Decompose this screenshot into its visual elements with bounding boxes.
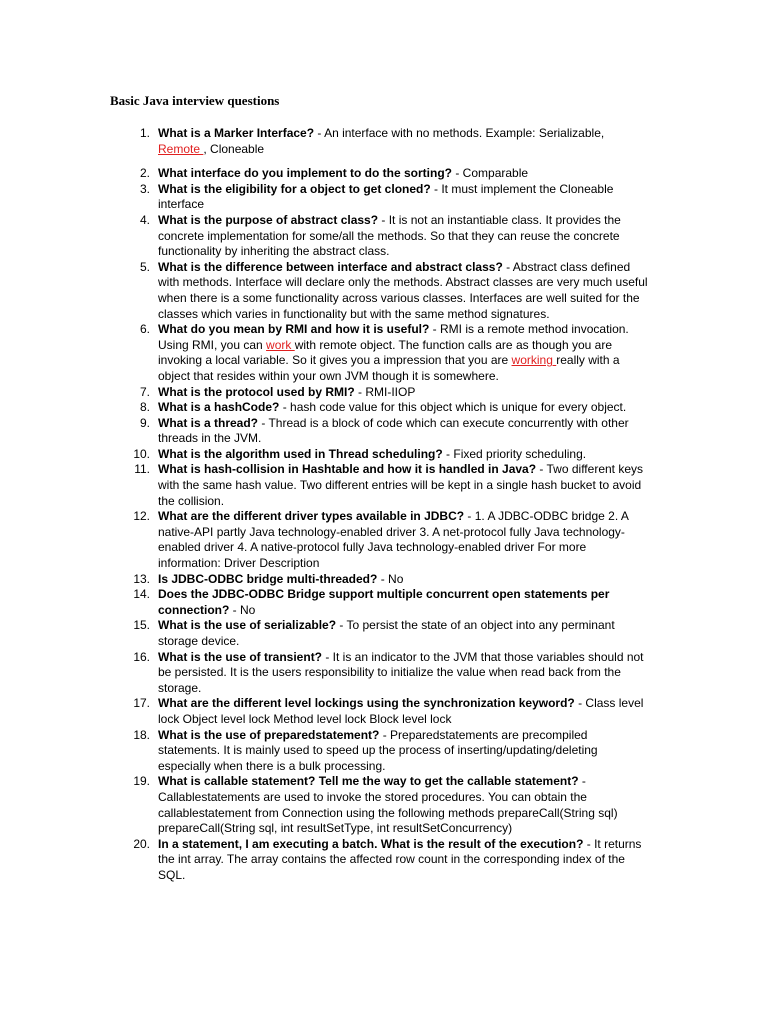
answer-text: , Cloneable [203, 141, 265, 156]
answer-text: - Class level lock Object level lock Method level lock Block level lock [158, 696, 644, 726]
list-item [120, 322, 648, 384]
answer-text: - It must implement the Cloneable interface [158, 181, 614, 212]
working-link[interactable]: working [511, 353, 557, 368]
item-number: 20. [133, 836, 150, 851]
list-item [120, 587, 648, 618]
item-number: 10. [133, 446, 150, 461]
question-text: Is JDBC-ODBC bridge multi-threaded? [158, 571, 378, 586]
answer-text: - hash code value for this object which is unique for every object. [279, 400, 627, 415]
item-number: 18. [133, 727, 150, 742]
list-item [120, 213, 648, 260]
question-text: What is the use of serializable? [158, 618, 337, 633]
question-text: What is the use of transient? [158, 649, 323, 664]
question-text: What is the algorithm used in Thread scheduling? [158, 446, 443, 461]
answer-text: - 1. A JDBC-ODBC bridge 2. A native-API partly Java technology-enabled driver 3. A net-protocol fully Java technology-enabled driver 4. A native-protocol fully Java technology-enabled driver For more information: Driver Description [158, 509, 629, 571]
answer-text: - It returns the int array. The array contains the affected row count in the corresponding index of the SQL. [158, 836, 642, 882]
answer-text: - Abstract class defined with methods. Interface will declare only the methods. Abstract classes are very much useful when there is a some functionality across various classes. Interfaces are well suited for the classes which varies in functionality but with the same method signatures. [158, 259, 648, 321]
item-number: 14. [133, 587, 150, 602]
item-number: 5. [139, 259, 150, 274]
item-number: 8. [139, 400, 150, 415]
item-number: 1. [139, 126, 150, 140]
item-number: 17. [133, 696, 150, 711]
item-number: 9. [139, 415, 150, 430]
answer-text: - No [229, 602, 256, 617]
list-item [120, 509, 648, 571]
list-item [120, 400, 648, 416]
item-number: 13. [133, 571, 150, 586]
answer-text: - Preparedstatements are precompiled statements. It is mainly used to speed up the process of inserting/updating/deleting especially when there is a bulk processing. [158, 727, 598, 773]
answer-text: - It is an indicator to the JVM that those variables should not be persisted. It is the users responsibility to initialize the value when read back from the storage. [158, 649, 644, 695]
answer-text: - Comparable [452, 166, 529, 181]
answer-text: - It is not an instantiable class. It provides the concrete implementation for some/all the methods. So that they can reuse the concrete functionality by inheriting the abstract class. [158, 212, 621, 259]
list-item [120, 696, 648, 727]
question-text: What are the different driver types available in JDBC? [158, 509, 465, 524]
question-text: What is the protocol used by RMI? [158, 384, 355, 399]
question-text: In a statement, I am executing a batch. What is the result of the execution? [158, 836, 584, 851]
list-item [120, 462, 648, 509]
item-number: 6. [139, 322, 150, 337]
list-item [120, 618, 648, 649]
question-text: What is a hashCode? [158, 400, 280, 415]
question-text: What are the different level lockings using the synchronization keyword? [158, 696, 575, 711]
item-number: 7. [139, 384, 150, 399]
list-item [120, 837, 648, 884]
answer-text: - RMI is a remote method invocation. Using RMI, you can [158, 322, 629, 352]
list-item [120, 260, 648, 322]
list-item [120, 728, 648, 775]
item-number: 12. [133, 509, 150, 524]
list-item [120, 774, 648, 836]
item-number: 3. [139, 181, 150, 196]
list-item [120, 182, 648, 213]
answer-text: - Callablestatements are used to invoke the stored procedures. You can obtain the callablestatement from Connection using the following methods prepareCall(String sql) prepareCall(String sql, int resultSetType, int resultSetConcurrency) [158, 774, 618, 836]
item-number: 11. [134, 462, 150, 477]
question-text: What is the purpose of abstract class? [158, 212, 379, 227]
answer-text: - Two different keys with the same hash value. Two different entries will be kept in a single hash bucket to avoid the collision. [158, 462, 644, 508]
answer-text: - To persist the state of an object into any perminant storage device. [158, 618, 615, 648]
question-text: What is the eligibility for a object to get cloned? [158, 181, 431, 196]
question-list [120, 126, 648, 884]
question-text: What is callable statement? Tell me the way to get the callable statement? [158, 774, 579, 789]
item-number: 19. [133, 774, 150, 789]
list-item [120, 385, 648, 401]
answer-text: - No [377, 571, 404, 586]
question-text: What is a thread? [158, 415, 259, 430]
item-number: 15. [133, 618, 150, 633]
remote-link[interactable]: Remote [158, 141, 204, 156]
answer-text: - An interface with no methods. Example: Serializable, [314, 126, 605, 140]
item-number: 16. [133, 649, 150, 664]
list-item [120, 572, 648, 588]
list-item [120, 447, 648, 463]
list-item [120, 650, 648, 697]
answer-text: - RMI-IIOP [354, 384, 416, 399]
question-text: What is hash-collision in Hashtable and how it is handled in Java? [158, 462, 537, 477]
question-text: Does the JDBC-ODBC Bridge support multiple concurrent open statements per connection? [158, 587, 610, 617]
answer-text: - Fixed priority scheduling. [442, 446, 587, 461]
work-link[interactable]: work [266, 337, 295, 352]
item-number: 2. [139, 166, 150, 181]
list-item [120, 166, 648, 182]
answer-text: - Thread is a block of code which can execute concurrently with other threads in the JVM. [158, 415, 629, 446]
question-text: What is the use of preparedstatement? [158, 727, 380, 742]
answer-text: really with a object that resides within your own JVM though it is somewhere. [158, 353, 620, 383]
question-text: What is a Marker Interface? [158, 126, 315, 140]
question-text: What interface do you implement to do the sorting? [158, 166, 453, 181]
answer-text: with remote object. The function calls are as though you are invoking a local variable. So it gives you a impression that you are [158, 337, 613, 368]
item-number: 4. [139, 212, 150, 227]
document-title: Basic Java interview questions [110, 93, 280, 108]
list-item [120, 416, 648, 447]
question-text: What is the difference between interface and abstract class? [158, 259, 503, 274]
list-item [120, 126, 648, 157]
question-text: What do you mean by RMI and how it is useful? [158, 322, 430, 337]
